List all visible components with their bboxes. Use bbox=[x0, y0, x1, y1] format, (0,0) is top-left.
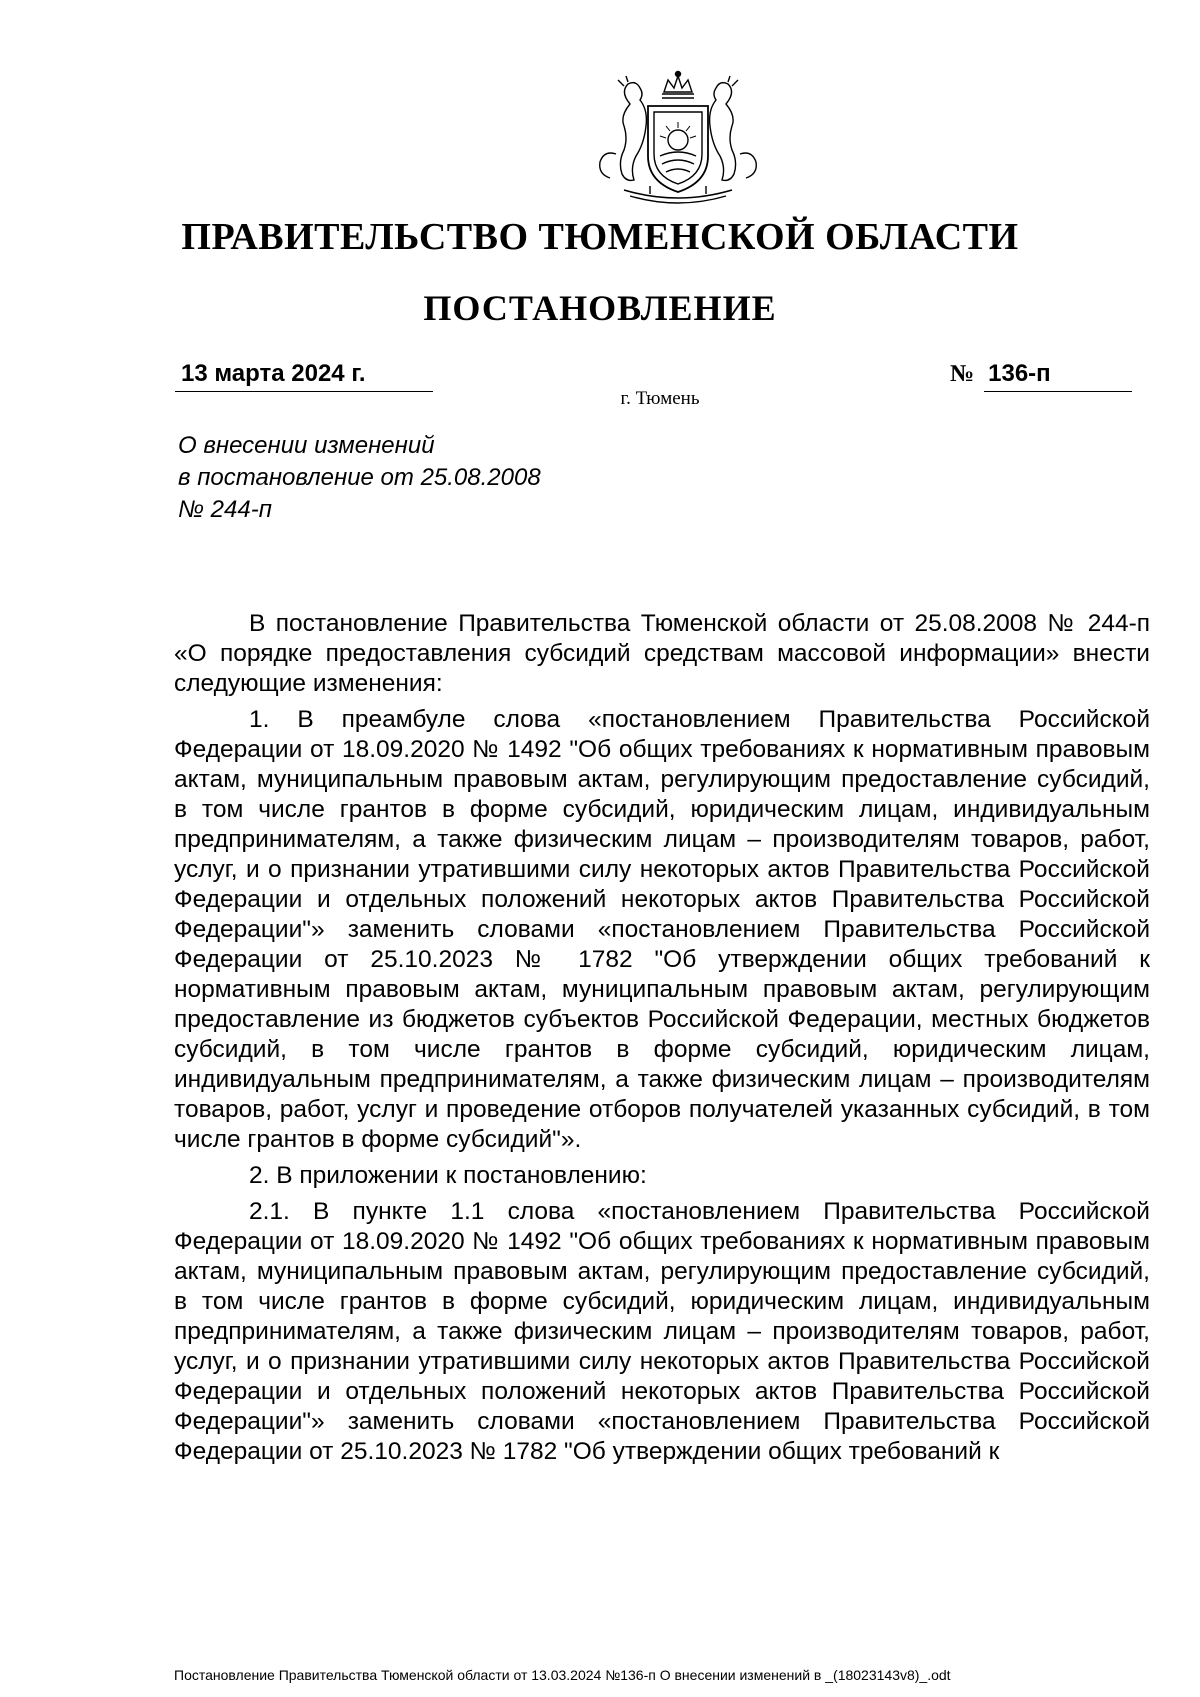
subject-line: в постановление от 25.08.2008 bbox=[178, 464, 541, 491]
body-paragraph: 1. В преамбуле слова «постановлением Правительства Российской Федерации от 18.09.2020 № 1492 "Об общих требованиях к нормативным правовым актам, муниципальным правовым актам, регулирующим предоставление субсидий, в том числе грантов в форме субсидий, юридическим лицам, индивидуальным предпринимателям, а также физическим лицам – производителям товаров, работ, услуг, и о признании утратившими силу некоторых актов Правительства Российской Федерации и отдельных положений некоторых актов Правительства Российской Федерации"» заменить словами «постановлением Правительства Российской Федерации от 25.10.2023 № 1782 "Об утверждении общих требований к нормативным правовым актам, муниципальным правовым актам, регулирующим предоставление из бюджетов субъектов Российской Федерации, местных бюджетов субсидий, в том числе грантов в форме субсидий, юридическим лицам, индивидуальным предпринимателям, а также физическим лицам – производителям товаров, работ, услуг и проведение отборов получателей указанных субсидий, в том числе грантов в форме субсидий"». bbox=[174, 706, 1150, 1153]
body-paragraph: 2.1. В пункте 1.1 слова «постановлением Правительства Российской Федерации от 18.09.2020 № 1492 "Об общих требованиях к нормативным правовым актам, муниципальным правовым актам, регулирующим предоставление субсидий, в том числе грантов в форме субсидий, юридическим лицам, индивидуальным предпринимателям, а также физическим лицам – производителям товаров, работ, услуг, и о признании утратившими силу некоторых актов Правительства Российской Федерации и отдельных положений некоторых актов Правительства Российской Федерации"» заменить словами «постановлением Правительства Российской Федерации от 25.10.2023 № 1782 "Об утверждении общих требований к bbox=[174, 1198, 1150, 1465]
organization-title: ПРАВИТЕЛЬСТВО ТЮМЕНСКОЙ ОБЛАСТИ bbox=[181, 216, 1019, 258]
document-city: г. Тюмень bbox=[620, 388, 700, 409]
number-sign: № bbox=[950, 361, 975, 387]
body-paragraph: В постановление Правительства Тюменской области от 25.08.2008 № 244-п «О порядке предоставления субсидий средствам массовой информации» внести следующие изменения: bbox=[174, 610, 1150, 697]
document-type-heading: ПОСТАНОВЛЕНИЕ bbox=[423, 288, 777, 328]
document-subject bbox=[178, 430, 698, 526]
subject-line: № 244-п bbox=[178, 496, 272, 523]
subject-line: О внесении изменений bbox=[178, 432, 435, 459]
document-body bbox=[174, 609, 1150, 1473]
document-date: 13 марта 2024 г. bbox=[175, 356, 433, 392]
tyumen-oblast-coat-of-arms-icon bbox=[590, 70, 766, 210]
body-paragraph: 2. В приложении к постановлению: bbox=[249, 1162, 647, 1189]
page-footer: Постановление Правительства Тюменской области от 13.03.2024 №136-п О внесении изменений в _(18023143v8)_.odt bbox=[174, 1667, 951, 1683]
document-number: 136-п bbox=[984, 356, 1132, 392]
